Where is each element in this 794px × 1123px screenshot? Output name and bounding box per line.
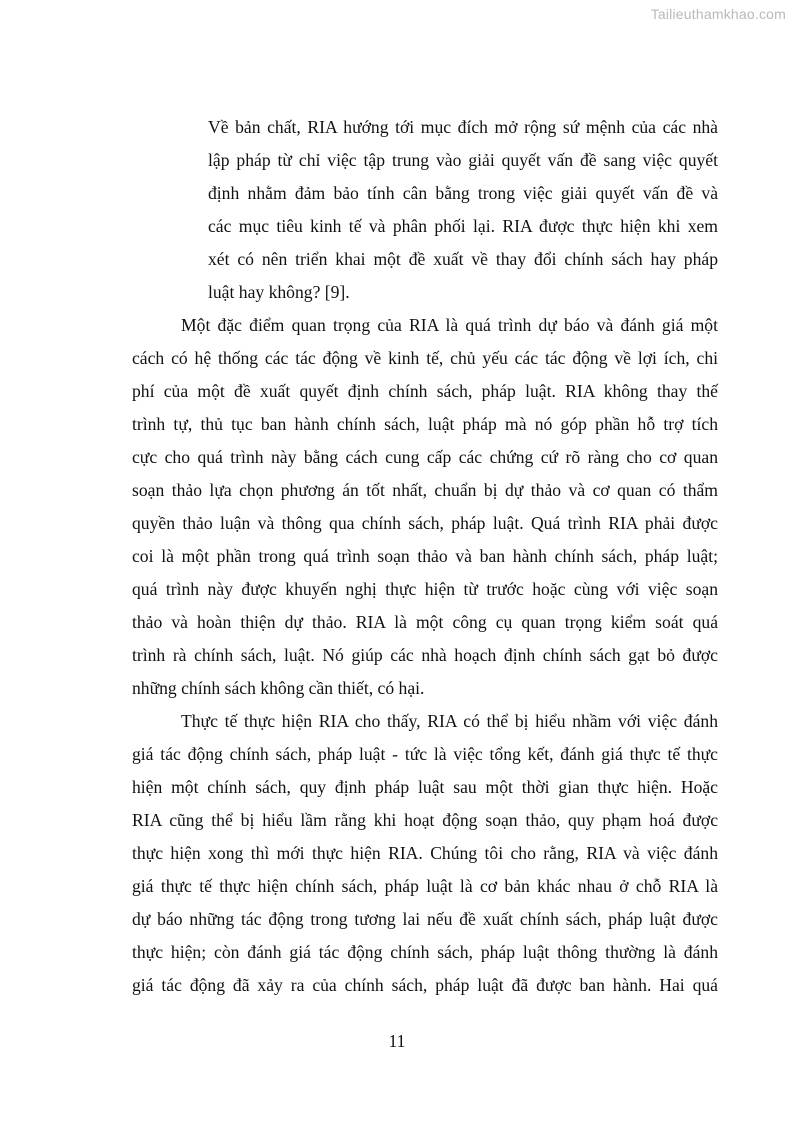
quote-line: lập pháp từ chỉ việc tập trung vào giải quyết vấn đề sang việc quyết (208, 150, 718, 170)
paragraph-line: thực hiện xong thì mới thực hiện RIA. Chúng tôi cho rằng, RIA và việc đánh (132, 843, 718, 863)
quote-line: xét có nên triển khai một đề xuất về thay đổi chính sách hay pháp (208, 249, 718, 269)
watermark: Tailieuthamkhao.com (650, 6, 786, 22)
paragraph-line: cách có hệ thống các tác động về kinh tế, chủ yếu các tác động về lợi ích, chi (132, 348, 718, 368)
paragraph-line: soạn thảo lựa chọn phương án tốt nhất, chuẩn bị dự thảo và cơ quan có thẩm (132, 480, 718, 500)
paragraph-line: RIA cũng thể bị hiểu lầm rằng khi hoạt động soạn thảo, quy phạm hoá được (132, 810, 718, 830)
paragraph-line: dự báo những tác động trong tương lai nếu đề xuất chính sách, pháp luật được (132, 909, 718, 929)
paragraph-line: Thực tế thực hiện RIA cho thấy, RIA có thể bị hiểu nhầm với việc đánh (181, 711, 718, 731)
page-number: 11 (388, 1031, 406, 1051)
paragraph-line: giá tác động đã xảy ra của chính sách, pháp luật đã được ban hành. Hai quá (132, 975, 718, 995)
paragraph-line: quá trình này được khuyến nghị thực hiện từ trước hoặc cùng với việc soạn (132, 579, 718, 599)
paragraph-line: hiện một chính sách, quy định pháp luật sau một thời gian thực hiện. Hoặc (132, 777, 718, 797)
paragraph-line: giá thực tế thực hiện chính sách, pháp luật là cơ bản khác nhau ở chỗ RIA là (132, 876, 718, 896)
paragraph-line: cực cho quá trình này bằng cách cung cấp các chứng cứ rõ ràng cho cơ quan (132, 447, 718, 467)
paragraph-line: thực hiện; còn đánh giá tác động chính sách, pháp luật thông thường là đánh (132, 942, 718, 962)
paragraph-line: giá tác động chính sách, pháp luật - tức là việc tổng kết, đánh giá thực tế thực (132, 744, 718, 764)
quote-line: Về bản chất, RIA hướng tới mục đích mở rộng sứ mệnh của các nhà (208, 117, 718, 137)
paragraph-line: quyền thảo luận và thông qua chính sách, pháp luật. Quá trình RIA phải được (132, 513, 718, 533)
paragraph-line: trình tự, thủ tục ban hành chính sách, luật pháp mà nó góp phần hỗ trợ tích (132, 414, 718, 434)
paragraph-line: phí của một đề xuất quyết định chính sách, pháp luật. RIA không thay thế (132, 381, 718, 401)
paragraph-line: những chính sách không cần thiết, có hại. (132, 678, 425, 698)
quote-line: các mục tiêu kinh tế và phân phối lại. RIA được thực hiện khi xem (208, 216, 718, 236)
quote-line: định nhằm đảm bảo tính cân bằng trong việc giải quyết vấn đề và (208, 183, 718, 203)
paragraph-line: thảo và hoàn thiện dự thảo. RIA là một công cụ quan trọng kiểm soát quá (132, 612, 718, 632)
quote-line: luật hay không? [9]. (208, 282, 350, 302)
paragraph-line: Một đặc điểm quan trọng của RIA là quá trình dự báo và đánh giá một (181, 315, 718, 335)
paragraph-line: trình rà chính sách, luật. Nó giúp các nhà hoạch định chính sách gạt bỏ được (132, 645, 718, 665)
paragraph-line: coi là một phần trong quá trình soạn thảo và ban hành chính sách, pháp luật; (132, 546, 718, 566)
